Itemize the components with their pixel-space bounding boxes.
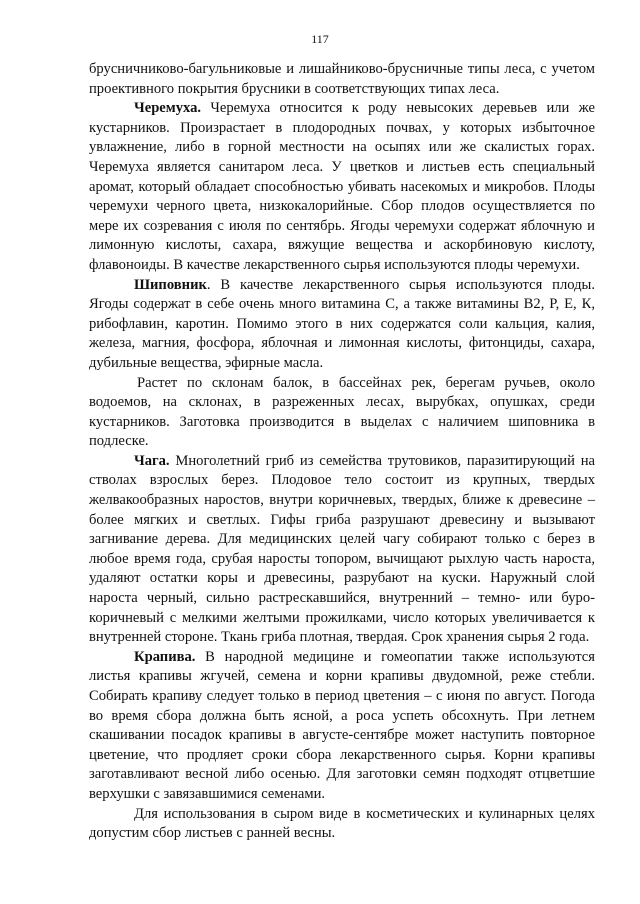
paragraph-term: Чага. <box>134 452 170 469</box>
paragraph-shipovnik-habitat <box>89 374 595 452</box>
paragraph-text: брусничниково-багульниковые и лишайниково-брусничные типы леса, с учетом проективного покрытия брусники в соответствующих типах леса. <box>89 61 595 97</box>
page-number: 117 <box>311 32 329 46</box>
paragraph-text: Многолетний гриб из семейства трутовиков, паразитирующий на стволах взрослых берез. Плодовое тело состоит из крупных, твердых желвакообразных наростов, внутри коричневых, твердых, ближе к древесине – более мягких и светлых. Гифы гриба разрушают древесину и вызывают загнивание дерева. Для медицинских целей чагу собирают только с берез в любое время года, срубая наросты топором, вычищают рыхлую часть нароста, удаляют остатки коры и древесины, разрубают на куски. Наружный слой нароста черный, сильно растрескавшийся, внутренний – темно- или буро-коричневый с мелкими желтыми прожилками, число которых увеличивается к внутренней стороне. Ткань гриба плотная, твердая. Срок хранения сырья 2 года. <box>89 452 595 646</box>
paragraph-term: Шиповник <box>134 276 207 293</box>
paragraph-chaga <box>89 452 595 648</box>
paragraph-term: Черемуха. <box>134 100 202 117</box>
paragraph-text: Черемуха относится к роду невысоких деревьев или же кустарников. Произрастает в плодородных почвах, у которых избыточное увлажнение, либо в горной местности на осыпях или же скалистых горах. Черемуха является санитаром леса. У цветков и листьев есть специальный аромат, который обладает способностью убивать насекомых и микробов. Плоды черемухи черного цвета, низкокалорийные. Сбор плодов осуществляется по мере их созревания с июля по сентябрь. Ягоды черемухи содержат яблочную и лимонную кислоты, сахара, вяжущие вещества и аскорбиновую кислоту, флавоноиды. В качестве лекарственного сырья используются плоды черемухи. <box>89 100 595 273</box>
paragraph-cheremukha <box>89 99 595 275</box>
paragraph-krapiva-leaves <box>89 805 595 844</box>
paragraph-text: В народной медицине и гомеопатии также используются листья крапивы жгучей, семена и корни крапивы двудомной, реже стебли. Собирать крапиву следует только в период цветения – с июня по август. Погода во время сбора должна быть ясной, а роса успеть обсохнуть. При летнем скашивании посадок крапивы в августе-сентябре может наступить повторное цветение, что продляет сроки сбора лекарственного сырья. Корни крапивы заготавливают весной либо осенью. Для заготовки семян подходят отцветшие верхушки с завязавшимися семенами. <box>89 648 595 802</box>
paragraph-term: Крапива. <box>134 648 196 665</box>
paragraph-krapiva <box>89 648 595 805</box>
paragraph-text: Растет по склонам балок, в бассейнах рек, берегам ручьев, около водоемов, на склонах, в разреженных лесах, вырубках, опушках, среди кустарников. Заготовка производится в выделах с наличием шиповника в подлеске. <box>89 374 595 450</box>
paragraph-text: Для использования в сыром виде в косметических и кулинарных целях допустим сбор листьев с ранней весны. <box>89 805 595 842</box>
paragraph-brusnika-continued <box>89 60 595 99</box>
paragraph-shipovnik <box>89 276 595 374</box>
paragraph-text: . В качестве лекарственного сырья используются плоды. Ягоды содержат в себе очень много витамина С, а также витамины В2, Р, Е, К, рибофлавин, каротин. Помимо этого в них содержатся соли кальция, калия, железа, магния, фосфора, яблочная и лимонная кислоты, фитонциды, сахара, дубильные вещества, эфирные масла. <box>89 276 595 371</box>
body-text <box>89 60 595 844</box>
